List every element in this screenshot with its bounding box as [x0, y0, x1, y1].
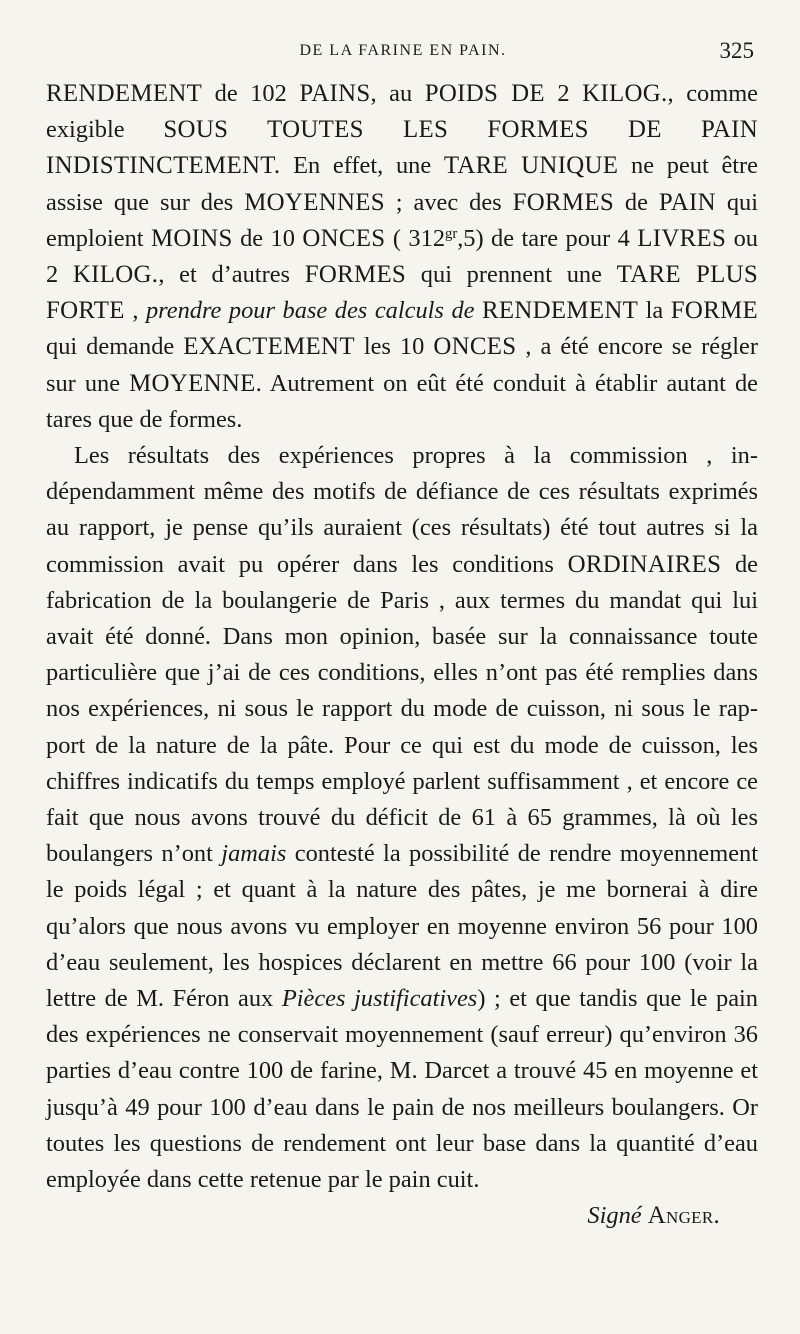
text-run: ) ; et que tandis que le pain des expériences ne conservait moyennement (sauf erreur) qu’environ 36 parties d’eau contre 100 de farine, M. Darcet a trouvé 45 en moyenne et jusqu’à 49 pour 100 d’eau dans le pain de nos meilleurs boulangers. Or toutes les questions de rendement ont leur base dans la quantité d’eau employée dans cette retenue par le pain cuit.: [46, 985, 758, 1194]
signature: [46, 1198, 758, 1234]
running-header: [46, 34, 760, 74]
text-run: , et d’autres: [158, 261, 305, 289]
signature-signed: Signé: [587, 1202, 642, 1230]
italic-text: Pièces justificatives: [281, 985, 478, 1013]
small-caps-text: EXACTEMENT: [183, 333, 355, 361]
paragraph-1: [46, 76, 758, 438]
small-caps-text: FORMES: [512, 188, 614, 216]
small-caps-text: LIVRES: [637, 224, 727, 252]
small-caps-text: ONCES: [433, 333, 517, 361]
text-run: 2: [544, 80, 583, 107]
small-caps-text: PAIN: [658, 188, 716, 216]
text-run: la: [638, 297, 671, 325]
signature-name: Anger.: [647, 1202, 720, 1230]
small-caps-text: ORDINAIRES: [567, 550, 722, 578]
small-caps-text: TARE PLUS FORTE: [46, 261, 758, 325]
text-run: de fabrication de la boulangerie de Paris , aux termes du mandat qui lui avait été donné. Dans mon opinion, basée sur la connaissance toute particulière que j’ai de ces conditions, elles n’ont pas été remplies dans nos expériences, ni sous le rapport du mode de cuisson, ni sous le rapport de la nature de la pâte. Pour ce qui est du mode de cuisson, les chiffres indicatifs du temps employé parlent suffisamment , et encore ce fait que nous avons trouvé du déficit de 61 à 65 grammes, là où les boulangers n’ont: [46, 550, 758, 868]
small-caps-text: SOUS TOUTES LES FORMES DE PAIN INDISTINCTEMENT.: [46, 116, 758, 180]
text-run: qui emploient: [46, 188, 759, 252]
small-caps-text: ONCES: [302, 224, 386, 252]
italic-text: jamais: [221, 840, 287, 868]
small-caps-text: POIDS DE: [424, 80, 545, 107]
text-run: ; avec des: [384, 188, 513, 216]
page-number: 325: [719, 38, 754, 63]
text-run: , au: [370, 80, 425, 107]
small-caps-text: KILOG.: [72, 261, 159, 289]
text-run: En effet, une: [280, 152, 444, 180]
text-run: de 102: [202, 80, 300, 107]
paragraph-2: [46, 438, 758, 1198]
small-caps-text: FORMES: [304, 261, 407, 289]
body-text: [46, 76, 758, 1235]
text-run: de 10: [232, 224, 303, 252]
running-title: DE LA FARINE EN PAIN.: [299, 42, 507, 59]
small-caps-text: FORME: [670, 297, 758, 325]
small-caps-text: RENDEMENT: [46, 80, 203, 107]
text-run: qui prennent une: [406, 261, 617, 289]
text-run: Autrement on eût été conduit à établir autant de tares que de formes.: [46, 369, 758, 433]
text-run: ,5) de tare pour 4: [457, 224, 638, 252]
text-run: ne peut être assise que sur des: [46, 152, 759, 216]
small-caps-text: RENDEMENT: [482, 297, 639, 325]
text-run: Les résultats des expériences propres à la commission , indépendamment même des motifs de défiance de ces résultats exprimés au rapport, je pense qu’ils auraient (ces résultats) été tout autres si la commission avait pu opérer dans les conditions: [46, 442, 758, 578]
text-run: ( 312: [385, 224, 446, 252]
small-caps-text: PAINS: [299, 80, 371, 107]
text-run: , a été encore se régler sur une: [46, 333, 758, 397]
text-run: , comme exigible: [46, 80, 758, 144]
superscript-unit: gr: [445, 225, 458, 242]
text-run: ,: [124, 297, 146, 325]
small-caps-text: KILOG.: [582, 80, 668, 107]
text-run: les 10: [354, 333, 434, 361]
italic-text: prendre pour base des calculs de: [145, 297, 475, 325]
small-caps-text: MOINS: [150, 224, 233, 252]
text-run: qui demande: [46, 333, 184, 361]
text-run: de: [613, 188, 659, 216]
text-run: [474, 297, 482, 324]
text-run: ou 2: [46, 224, 758, 289]
small-caps-text: MOYENNE.: [129, 369, 263, 397]
small-caps-text: MOYENNES: [244, 188, 385, 216]
small-caps-text: TARE UNIQUE: [443, 152, 619, 180]
text-run: contesté la possibilité de rendre moyennement le poids légal ; et quant à la nature des pâtes, je me bornerai à dire qu’alors que nous avons vu employer en moyenne environ 56 pour 100 d’eau seulement, les hospices déclarent en mettre 66 pour 100 (voir la lettre de M. Féron aux: [46, 840, 758, 1013]
